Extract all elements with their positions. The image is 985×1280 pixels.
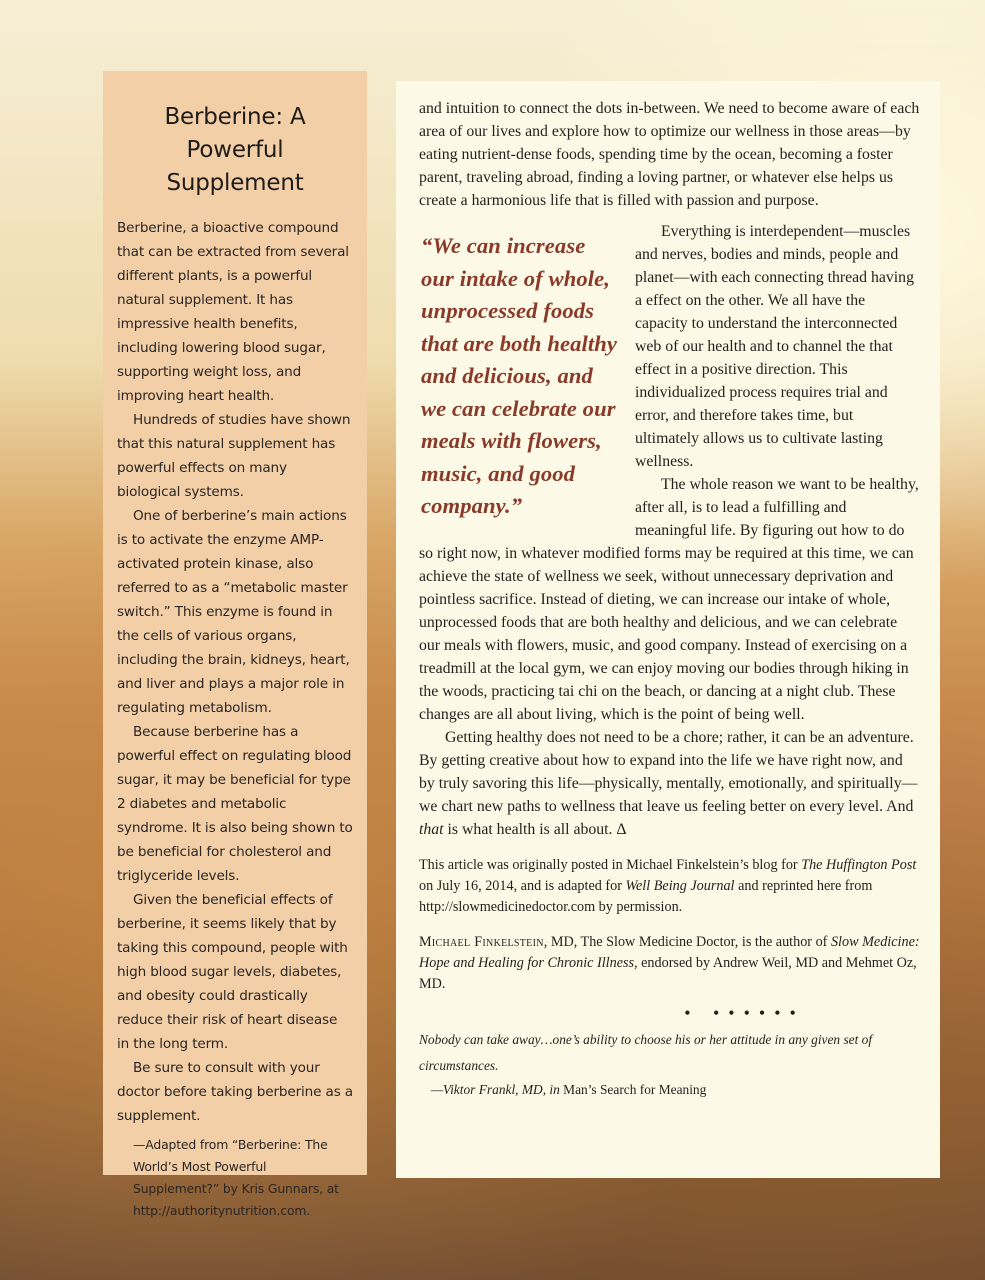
article-paragraph: and intuition to connect the dots in-between. We need to become aware of each area of our lives and explore how to optimize our wellness in those areas—by eating nutrient-dense foods, spending time by the ocean, becoming a foster parent, traveling abroad, finding a loving partner, or whatever else helps us create a harmonious life that is filled with passion and purpose. bbox=[419, 100, 920, 209]
author-name: Michael Finkelstein bbox=[419, 934, 544, 950]
sidebar-title: Berberine: A Powerful Supplement bbox=[164, 104, 306, 196]
quote-attribution bbox=[419, 1079, 920, 1101]
attribution-text: —Viktor Frankl, MD, in bbox=[431, 1082, 564, 1097]
source-note bbox=[419, 855, 920, 918]
article-paragraph bbox=[419, 726, 920, 841]
article-text: Getting healthy does not need to be a chore; rather, it can be an adventure. By getting creative about how to expand into the life we have right now, and by truly savoring this life—physically, mentally, emotionally, and spiritually—we chart new paths to wellness that leave us feeling better on every level. And bbox=[419, 729, 918, 815]
bio-text: endorsed by Andrew Weil, MD and Mehmet Oz, MD. bbox=[419, 955, 917, 992]
bio-text: , MD, The Slow Medicine Doctor, is the author of bbox=[543, 934, 831, 950]
article-box bbox=[396, 81, 940, 1178]
article-paragraph: The whole reason we want to be healthy, after all, is to lead a fulfilling and meaningful life. By figuring out how to do so right now, in whatever modified forms may be required at this time, we can achieve the state of wellness we seek, without unnecessary deprivation and pointless sacrifice. Instead of dieting, we can increase our intake of whole, unprocessed foods that are both healthy and delicious, and we can celebrate our meals with flowers, music, and good company. Instead of exercising on a treadmill at the local gym, we can enjoy moving our bodies through hiking in the woods, practicing tai chi on the beach, or dancing at a night club. These changes are all about living, which is the point of being well. bbox=[419, 476, 919, 723]
sidebar-paragraph: Berberine, a bioactive compound that can be extracted from several different plants, is a powerful natural supplement. It has impressive health benefits, including lowering blood sugar, supporting weight loss, and improving heart health. bbox=[117, 220, 349, 404]
journal-name: Well Being Journal bbox=[625, 878, 735, 894]
sidebar-paragraph: One of berberine’s main actions is to activate the enzyme AMP-activated protein kinase, also referred to as a “metabolic master switch.” This enzyme is found in the cells of various organs, including the brain, kidneys, heart, and liver and plays a major role in regulating metabolism. bbox=[117, 508, 350, 716]
book-title: Slow Medicine: Hope and Healing for Chronic Illness, bbox=[419, 934, 920, 971]
closing-quote: Nobody can take away…one’s ability to choose his or her attitude in any given set of circumstances. bbox=[419, 1032, 873, 1073]
section-divider-dots: • •••••• bbox=[684, 1003, 805, 1023]
sidebar-paragraph: Because berberine has a powerful effect on regulating blood sugar, it may be beneficial for type 2 diabetes and metabolic syndrome. It is also being shown to be beneficial for cholesterol and triglyceride levels. bbox=[117, 724, 353, 884]
sidebar-paragraph: Given the beneficial effects of berberine, it seems likely that by taking this compound, people with high blood sugar levels, diabetes, and obesity could drastically reduce their risk of heart disease in the long term. bbox=[117, 892, 348, 1052]
article-paragraph: Everything is interdependent—muscles and nerves, bodies and minds, people and planet—with each connecting thread having a effect on the other. We all have the capacity to understand the interconnected web of our health and to channel the that effect in a positive direction. This individualized process requires trial and error, and therefore takes time, but ultimately allows us to cultivate lasting wellness. bbox=[635, 223, 914, 470]
publication-name: The Huffington Post bbox=[801, 857, 917, 873]
attribution-book: Man’s Search for Meaning bbox=[563, 1082, 707, 1097]
article-emphasis: that bbox=[419, 821, 444, 838]
note-text: and reprinted here from http://slowmedicinedoctor.com by permission. bbox=[419, 878, 873, 915]
note-text: on July 16, 2014, and is adapted for bbox=[419, 878, 626, 894]
article-text: is what health is all about. Δ bbox=[443, 821, 627, 838]
author-bio bbox=[419, 932, 920, 995]
sidebar-paragraph: Be sure to consult with your doctor before taking berberine as a supplement. bbox=[117, 1060, 353, 1124]
sidebar-paragraph: Hundreds of studies have shown that this natural supplement has powerful effects on many biological systems. bbox=[117, 412, 351, 500]
pull-quote: “We can increase our intake of whole, unprocessed foods that are both healthy and delicious, and we can celebrate our meals with flowers, music, and good company.” bbox=[421, 233, 618, 518]
sidebar-box bbox=[103, 71, 367, 1218]
sidebar-credit: —Adapted from “Berberine: The World’s Most Powerful Supplement?” by Kris Gunnars, at http://authoritynutrition.com. bbox=[133, 1137, 339, 1218]
note-text: This article was originally posted in Michael Finkelstein’s blog for bbox=[419, 857, 802, 873]
